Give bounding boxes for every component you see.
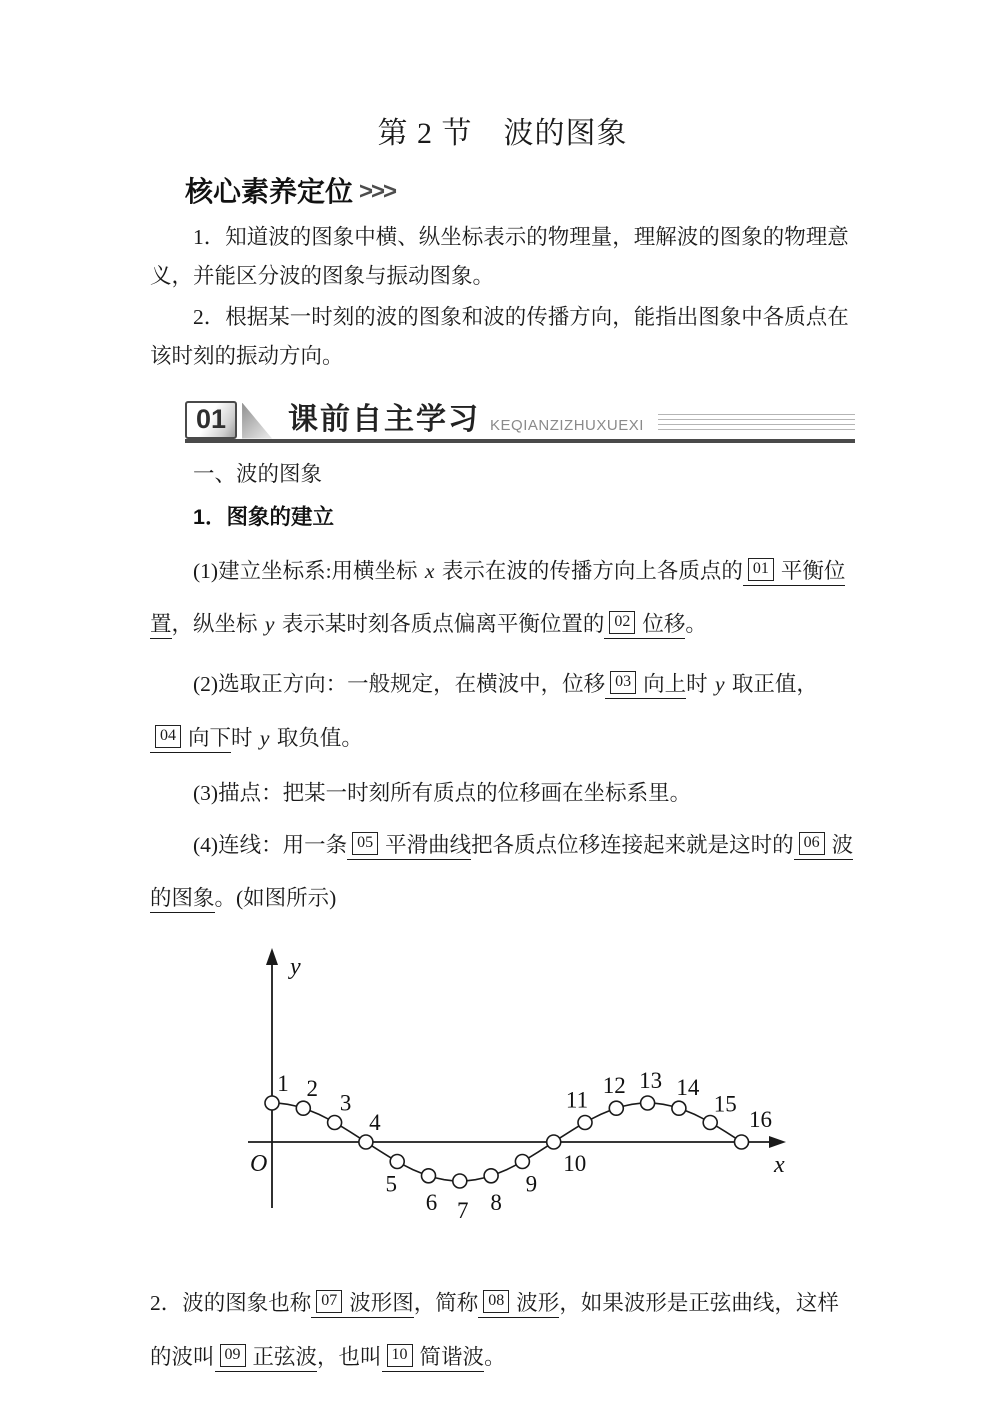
fill-blank-10 xyxy=(382,1345,485,1372)
wave-point-label-5: 5 xyxy=(385,1171,397,1197)
fill-blank-05 xyxy=(347,833,471,860)
wave-point-3 xyxy=(328,1116,342,1130)
wave-point-7 xyxy=(453,1174,467,1188)
wave-point-label-14: 14 xyxy=(676,1075,700,1101)
wave-point-12 xyxy=(609,1101,623,1115)
wave-point-2 xyxy=(296,1101,310,1115)
origin-label: O xyxy=(250,1151,268,1178)
para-plot-points: (3)描点：把某一时刻所有质点的位移画在坐标系里。 xyxy=(193,780,692,805)
wave-point-11 xyxy=(578,1116,592,1130)
blank-answer: 位移 xyxy=(642,612,686,637)
blank-number-box: 06 xyxy=(799,832,825,855)
fill-blank-08 xyxy=(478,1291,559,1318)
para-waveform-definition: 2．波的图象也称 07 波形图，简称 08 波形，如果波形是正弦曲线，这样的波叫 09 正弦波，也叫 10 简谐波。 xyxy=(150,1277,855,1385)
section-number-badge: 01 xyxy=(185,401,237,439)
core-literacy-item-2: 2．根据某一时刻的波的图象和波的传播方向，能指出图象中各质点在该时刻的振动方向。 xyxy=(150,305,849,369)
wave-point-4 xyxy=(359,1135,373,1149)
section-banner xyxy=(185,393,855,443)
blank-number-box: 09 xyxy=(220,1344,246,1367)
x-axis-arrow xyxy=(769,1136,786,1148)
wave-point-label-12: 12 xyxy=(602,1073,626,1099)
wave-point-15 xyxy=(703,1116,717,1130)
wave-point-label-3: 3 xyxy=(339,1090,352,1116)
wave-point-label-1: 1 xyxy=(277,1071,289,1097)
wave-point-label-11: 11 xyxy=(565,1087,589,1113)
wave-point-5 xyxy=(390,1155,404,1169)
core-literacy-heading-text: 核心素养定位 xyxy=(185,176,354,207)
wave-point-16 xyxy=(735,1135,749,1149)
blank-number-box: 01 xyxy=(748,558,774,581)
wave-point-13 xyxy=(641,1096,655,1110)
blank-number-box: 07 xyxy=(316,1290,342,1313)
blank-answer: 简谐波 xyxy=(419,1344,485,1369)
math-variable: y xyxy=(259,725,270,750)
blank-answer: 波形 xyxy=(516,1291,560,1316)
wave-point-8 xyxy=(484,1169,498,1183)
y-axis-label: y xyxy=(290,954,301,981)
wave-point-9 xyxy=(515,1155,529,1169)
wave-point-label-2: 2 xyxy=(306,1076,319,1102)
wave-point-label-6: 6 xyxy=(425,1189,438,1215)
blank-answer: 波的图象 xyxy=(150,832,854,911)
core-literacy-heading xyxy=(185,170,855,210)
para-coordinate-system: (1)建立坐标系:用横坐标 x 表示在波的传播方向上各质点的 01 平衡位置，纵坐标 y 表示某时刻各质点偏离平衡位置的 02 位移。 xyxy=(150,545,855,653)
wave-point-label-8: 8 xyxy=(490,1189,502,1215)
para-positive-direction: (2)选取正方向：一般规定，在横波中，位移 03 向上时 y 取正值，04 向下时 y 取负值。 xyxy=(150,658,855,766)
wave-point-label-15: 15 xyxy=(713,1091,737,1117)
blank-number-box: 03 xyxy=(610,671,636,694)
wave-point-label-16: 16 xyxy=(749,1107,772,1133)
subsection-heading-2: 1．图象的建立 xyxy=(193,504,334,529)
subsection-heading-1: 一、波的图象 xyxy=(193,461,323,486)
section-banner-title: 课前自主学习 xyxy=(288,402,481,436)
fill-blank-01 xyxy=(150,559,845,640)
chevron-right-icons: >>> xyxy=(359,178,396,205)
y-axis-arrow xyxy=(266,948,278,965)
blank-number-box: 10 xyxy=(387,1344,413,1367)
blank-number-box: 08 xyxy=(483,1290,509,1313)
fill-blank-09 xyxy=(215,1345,318,1372)
banner-wedge-icon xyxy=(242,403,272,439)
para-connect-line: (4)连线：用一条 05 平滑曲线把各质点位移连接起来就是这时的 06 波的图象。(如图所示) xyxy=(150,819,855,927)
math-variable: y xyxy=(714,672,725,696)
section-banner-subtitle: KEQIANZIZHUXUEXI xyxy=(490,416,644,434)
fill-blank-07 xyxy=(311,1291,414,1318)
blank-answer: 向上 xyxy=(643,672,687,696)
wave-diagram-figure xyxy=(222,938,855,1243)
blank-number-box: 02 xyxy=(609,611,635,634)
banner-decorative-lines xyxy=(658,414,855,430)
wave-point-6 xyxy=(422,1169,436,1183)
blank-answer: 平滑曲线 xyxy=(385,832,472,857)
math-variable: x xyxy=(424,558,435,583)
wave-point-14 xyxy=(672,1101,686,1115)
wave-point-label-7: 7 xyxy=(457,1198,469,1224)
fill-blank-02 xyxy=(604,612,685,639)
blank-number-box: 05 xyxy=(352,832,378,855)
core-literacy-item-1: 1．知道波的图象中横、纵坐标表示的物理量，理解波的图象的物理意义，并能区分波的图象与振动图象。 xyxy=(150,225,849,289)
wave-point-label-10: 10 xyxy=(563,1151,587,1177)
fill-blank-03 xyxy=(605,672,686,699)
blank-answer: 正弦波 xyxy=(252,1344,318,1369)
blank-answer: 平衡位置 xyxy=(150,558,846,637)
blank-answer: 向下 xyxy=(188,725,232,750)
wave-point-10 xyxy=(547,1135,561,1149)
page-title: 第 2 节 波的图象 xyxy=(377,117,628,150)
fill-blank-06 xyxy=(150,833,853,914)
blank-number-box: 04 xyxy=(155,725,181,748)
math-variable: y xyxy=(264,612,275,637)
wave-point-label-4: 4 xyxy=(369,1110,381,1136)
wave-point-label-9: 9 xyxy=(525,1171,538,1197)
x-axis-label: x xyxy=(774,1152,785,1179)
wave-point-label-13: 13 xyxy=(639,1068,663,1094)
blank-answer: 波形图 xyxy=(349,1291,414,1316)
wave-point-1 xyxy=(265,1096,279,1110)
wave-diagram xyxy=(222,938,802,1238)
fill-blank-04 xyxy=(150,726,231,753)
